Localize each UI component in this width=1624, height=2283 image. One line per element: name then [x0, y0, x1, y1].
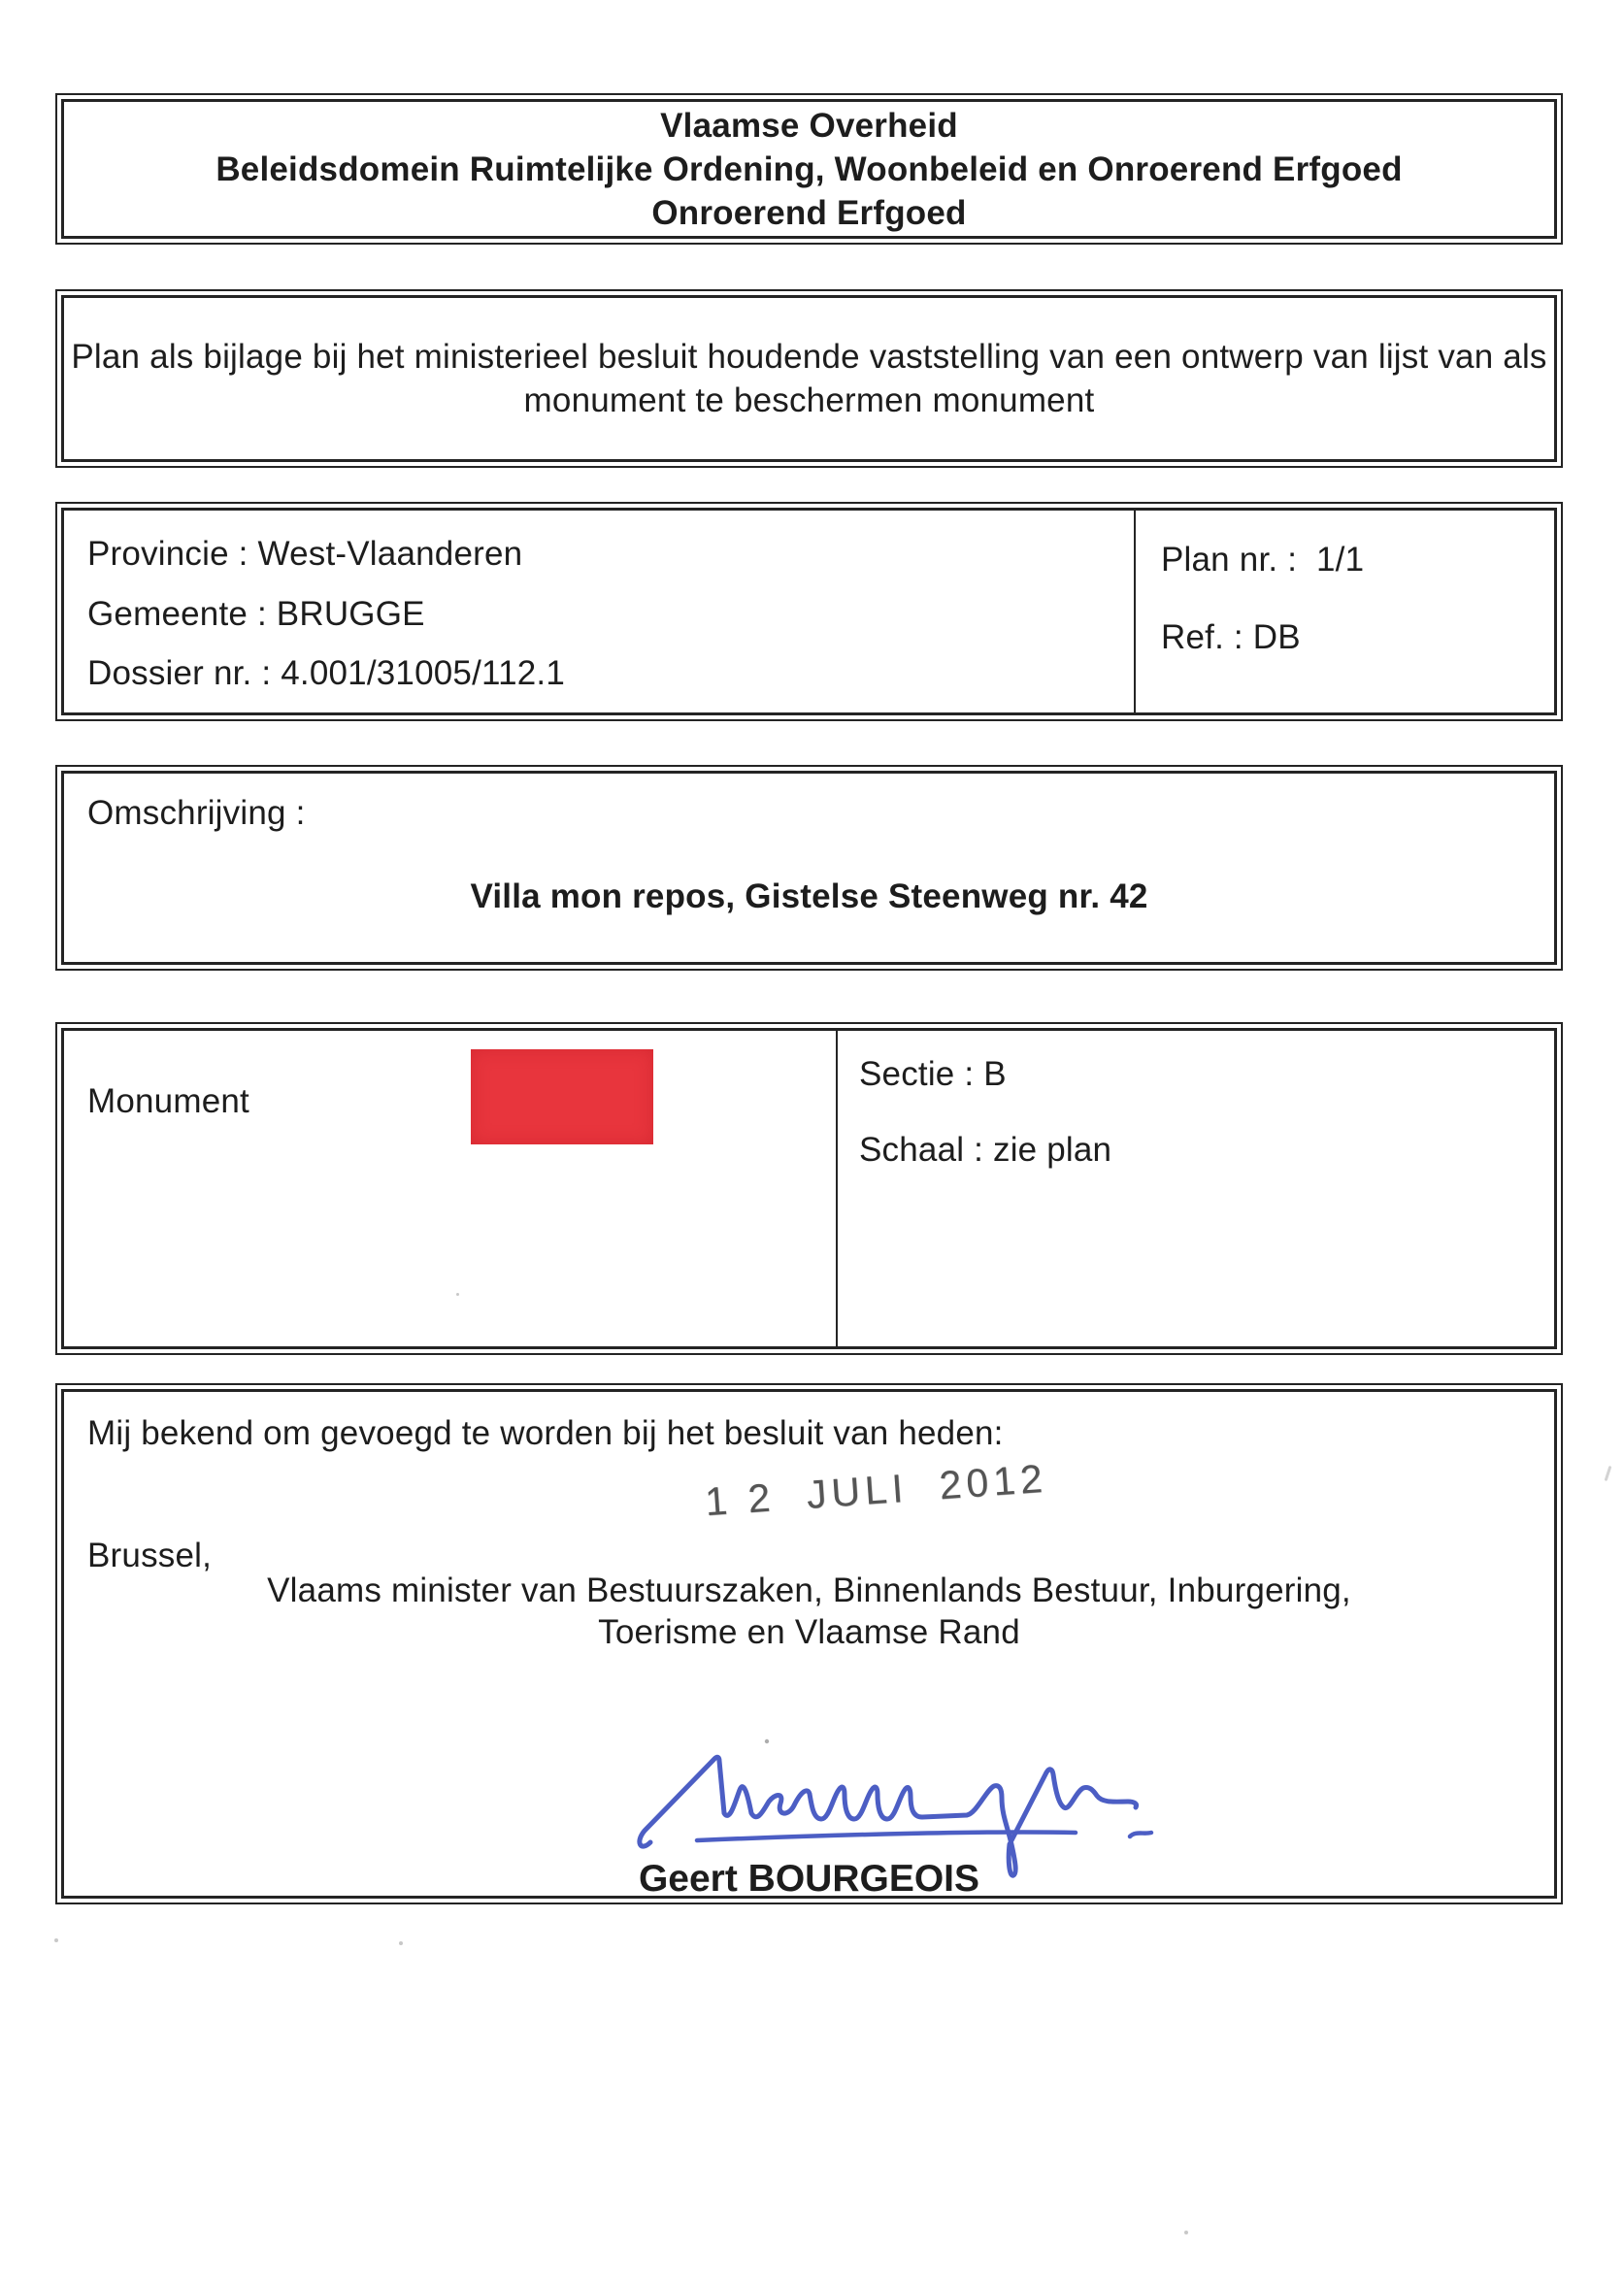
legend-right-cell [838, 1031, 1554, 1346]
details-left-cell [64, 511, 1136, 712]
scan-speck [456, 1293, 459, 1296]
plan-nr-field: Plan nr. : 1/1 [1161, 541, 1365, 579]
date-stamp: 1 2 JULI 2012 [703, 1455, 1049, 1525]
omschrijving-value: Villa mon repos, Gistelse Steenweg nr. 42 [470, 877, 1148, 915]
legend-box [55, 1022, 1563, 1355]
monument-color-swatch [471, 1049, 653, 1144]
signer-name: Geert BOURGEOIS [638, 1858, 980, 1900]
minister-title-line: Toerisme en Vlaamse Rand [598, 1613, 1020, 1651]
monument-label: Monument [87, 1082, 249, 1120]
header-org-line: Vlaamse Overheid [660, 106, 958, 145]
ref-field: Ref. : DB [1161, 618, 1301, 656]
details-right-cell [1136, 511, 1554, 712]
gemeente-field: Gemeente : BRUGGE [87, 594, 425, 633]
scan-speck [1184, 2231, 1188, 2234]
details-box [55, 502, 1563, 721]
signing-box-inner [61, 1389, 1557, 1899]
signing-intro-text: Mij bekend om gevoegd te worden bij het besluit van heden: [87, 1414, 1004, 1452]
scan-speck [399, 1941, 403, 1945]
plan-statement-box [55, 289, 1563, 468]
scan-speck [1605, 1466, 1612, 1481]
plan-statement-box-inner [61, 295, 1557, 462]
header-agency-line: Onroerend Erfgoed [651, 193, 967, 232]
signing-box [55, 1383, 1563, 1904]
plan-statement-line: Plan als bijlage bij het ministerieel besluit houdende vaststelling van een ontwerp van lijst van als [71, 338, 1547, 376]
omschrijving-label: Omschrijving : [87, 794, 306, 832]
legend-left-cell [64, 1031, 838, 1346]
scan-speck [54, 1938, 58, 1942]
minister-title-line: Vlaams minister van Bestuurszaken, Binnenlands Bestuur, Inburgering, [267, 1572, 1351, 1609]
signing-place: Brussel, [87, 1537, 213, 1574]
details-box-inner [61, 508, 1557, 715]
plan-statement-line: monument te beschermen monument [523, 381, 1095, 419]
schaal-field: Schaal : zie plan [859, 1131, 1112, 1169]
dossier-nr-field: Dossier nr. : 4.001/31005/112.1 [87, 654, 565, 692]
legend-box-inner [61, 1028, 1557, 1349]
header-domain-line: Beleidsdomein Ruimtelijke Ordening, Woonbeleid en Onroerend Erfgoed [215, 149, 1403, 188]
header-box [55, 93, 1563, 245]
omschrijving-box-inner [61, 771, 1557, 965]
provincie-field: Provincie : West-Vlaanderen [87, 535, 523, 573]
omschrijving-box [55, 765, 1563, 971]
sectie-field: Sectie : B [859, 1055, 1007, 1093]
header-box-inner [61, 99, 1557, 239]
